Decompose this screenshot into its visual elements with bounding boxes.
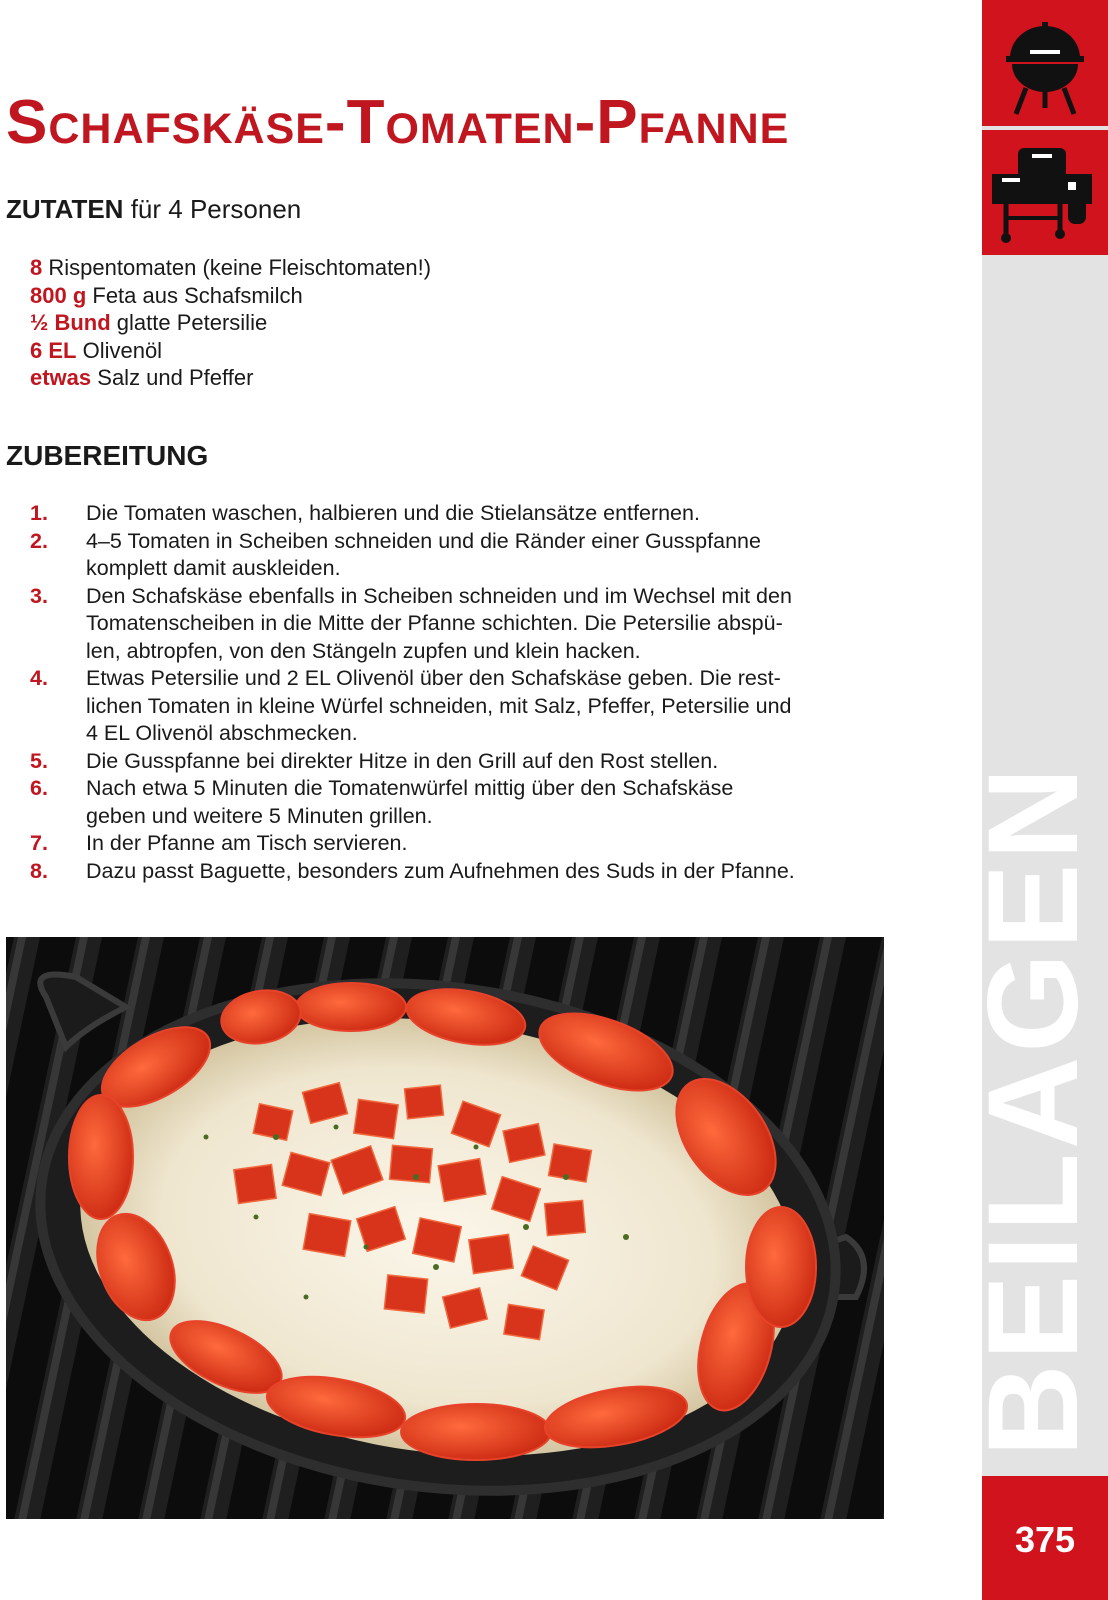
step-text: Dazu passt Baguette, besonders zum Aufnehmen des Suds in der Pfanne. (86, 858, 795, 883)
ingredients-heading-label: ZUTATEN (6, 194, 124, 224)
ingredient-quantity: etwas (30, 365, 92, 390)
ingredient-item (30, 364, 431, 392)
step-item (30, 665, 890, 748)
step-number: 8. (30, 858, 48, 883)
ingredient-item (30, 309, 431, 337)
ingredient-name: glatte Petersilie (110, 310, 268, 335)
step-text: Den Schafskäse ebenfalls in Scheiben schneiden und im Wechsel mit den Tomatenscheiben in die Mitte der Pfanne schichten. Die Petersilie abspü- len, abtropfen, von den Stängeln zupfen und klein hacken. (86, 583, 792, 663)
page-number: 375 (1014, 1519, 1076, 1560)
chapter-label: BEILAGEN (962, 763, 1105, 1457)
preparation-heading: ZUBEREITUNG (6, 440, 209, 471)
gas-grill-icon-box (982, 130, 1108, 255)
dish-photo-illustration (6, 937, 884, 1519)
servings-text: für 4 Personen (130, 194, 302, 224)
ingredient-name: Olivenöl (76, 337, 163, 363)
ingredient-quantity: 6 EL (30, 337, 77, 363)
step-item (30, 583, 890, 666)
step-number: 5. (30, 748, 48, 773)
step-text: In der Pfanne am Tisch servieren. (86, 831, 408, 855)
step-item (30, 830, 890, 858)
ingredient-quantity: 8 (30, 255, 43, 280)
ingredients-heading (6, 192, 301, 226)
ingredient-name: Salz und Pfeffer (91, 365, 254, 390)
step-number: 3. (30, 583, 48, 608)
ingredients-list (30, 254, 431, 392)
page-number-box (982, 1476, 1108, 1600)
step-item (30, 528, 890, 583)
ingredient-quantity: ½ Bund (30, 310, 111, 335)
step-number: 2. (30, 528, 48, 553)
step-item (30, 775, 890, 830)
step-text: Etwas Petersilie und 2 EL Olivenöl über den Schafskäse geben. Die rest- lichen Tomaten in kleine Würfel schneiden, mit Salz, Pfeffer, Petersilie und 4 EL Olivenöl abschmecken. (86, 666, 792, 745)
step-item (30, 748, 890, 776)
step-item (30, 858, 890, 886)
step-text: Die Tomaten waschen, halbieren und die Stielansätze entfernen. (86, 501, 700, 525)
step-text: Nach etwa 5 Minuten die Tomatenwürfel mittig über den Schafskäse geben und weitere 5 Minuten grillen. (86, 776, 734, 828)
ingredient-item (30, 254, 431, 282)
ingredient-item (30, 337, 431, 365)
gas-grill-icon (982, 130, 1108, 255)
step-number: 4. (30, 666, 48, 690)
kettle-grill-icon-box (982, 0, 1108, 126)
step-number: 7. (30, 831, 48, 855)
step-text: 4–5 Tomaten in Scheiben schneiden und die Ränder einer Gusspfanne komplett damit auskleiden. (86, 528, 761, 580)
step-item (30, 500, 890, 528)
ingredient-name: Rispentomaten (keine Fleischtomaten!) (42, 255, 432, 280)
ingredient-item (30, 282, 431, 310)
chapter-sidebar (962, 0, 1108, 1600)
dish-photo (6, 937, 884, 1519)
step-text: Die Gusspfanne bei direkter Hitze in den Grill auf den Rost stellen. (86, 748, 719, 773)
step-number: 6. (30, 776, 48, 800)
step-number: 1. (30, 501, 48, 525)
ingredient-name: Feta aus Schafsmilch (86, 282, 303, 308)
kettle-grill-icon (982, 0, 1108, 126)
preparation-steps (30, 500, 890, 885)
ingredient-quantity: 800 g (30, 282, 87, 308)
recipe-title: Schafskäse-Tomaten-Pfanne (6, 88, 790, 157)
